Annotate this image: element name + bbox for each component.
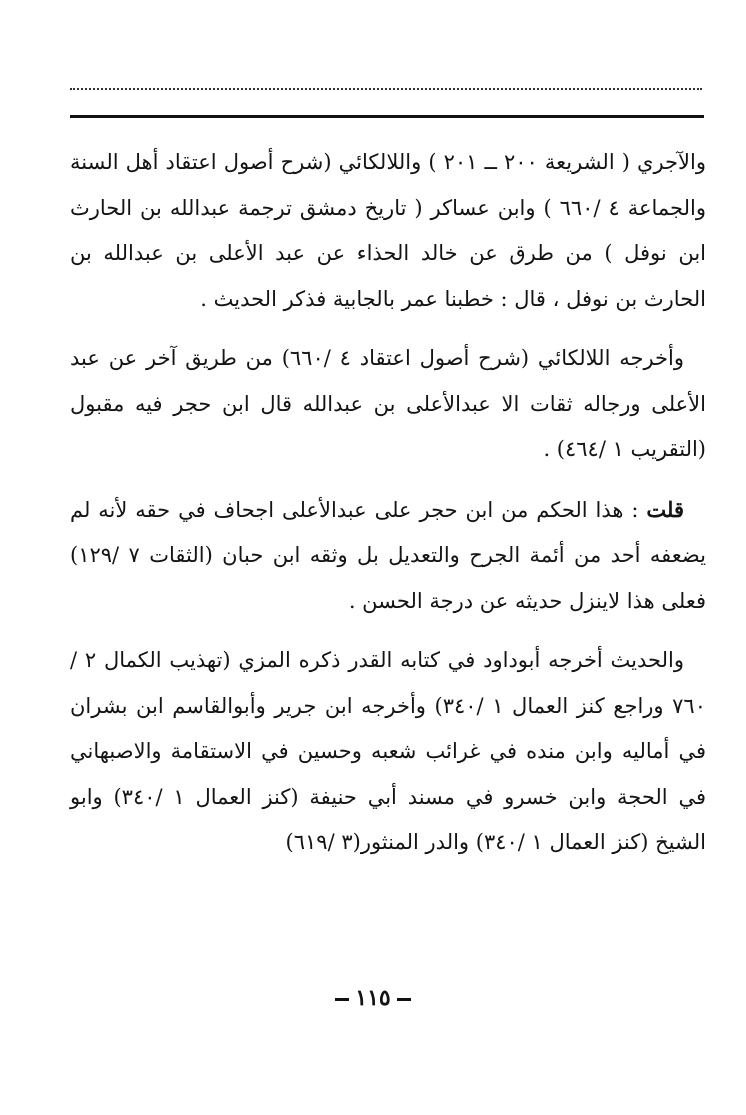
paragraph-3-lead: قلت bbox=[646, 496, 684, 522]
footer-dash-left bbox=[335, 998, 349, 1001]
paragraph-2 bbox=[70, 336, 706, 473]
page-footer bbox=[0, 985, 746, 1011]
paragraph-3 bbox=[70, 487, 706, 625]
paragraph-2-text: وأخرجه اللالكائي (شرح أصول اعتقاد ٤ /٦٦٠) من طريق آخر عن عبد الأعلى ورجاله ثقات الا عبدالأعلى بن عبدالله قال ابن حجر فيه مقبول (التقريب ١ /٤٦٤) . bbox=[70, 346, 706, 461]
footer-dash-right bbox=[397, 998, 411, 1001]
paragraph-1-text: والآجري ( الشريعة ٢٠٠ ــ ٢٠١ ) واللالكائي (شرح أصول اعتقاد أهل السنة والجماعة ٤ /٦٦٠ ) وابن عساكر ( تاريخ دمشق ترجمة عبدالله بن الحارث ابن نوفل ) من طرق عن خالد الحذاء عن عبد الأعلى بن عبدالله بن الحارث بن نوفل ، قال : خطبنا عمر بالجابية فذكر الحديث . bbox=[70, 150, 706, 311]
page-body bbox=[70, 140, 706, 880]
paragraph-4-text: والحديث أخرجه أبوداود في كتابه القدر ذكره المزي (تهذيب الكمال ٢ /٧٦٠ وراجع كنز العمال ١ /٣٤٠) وأخرجه ابن جرير وأبوالقاسم ابن بشران في أماليه وابن منده في غرائب شعبه وحسين في الاستقامة والاصبهاني في الحجة وابن خسرو في مسند أبي حنيفة (كنز العمال ١ /٣٤٠) وابو الشيخ (كنز العمال ١ /٣٤٠) والدر المنثور(٣ /٦١٩) bbox=[70, 648, 706, 854]
page-number: ١١٥ bbox=[355, 985, 391, 1011]
header-rule bbox=[70, 115, 704, 118]
dotted-header-rule bbox=[70, 88, 702, 90]
paragraph-4 bbox=[70, 638, 706, 866]
paragraph-3-text: : هذا الحكم من ابن حجر على عبدالأعلى اجحاف في حقه لأنه لم يضعفه أحد من أئمة الجرح والتعديل بل وثقه ابن حبان (الثقات ٧ /١٢٩) فعلى هذا لاينزل حديثه عن درجة الحسن . bbox=[70, 497, 706, 613]
paragraph-1 bbox=[70, 140, 706, 322]
